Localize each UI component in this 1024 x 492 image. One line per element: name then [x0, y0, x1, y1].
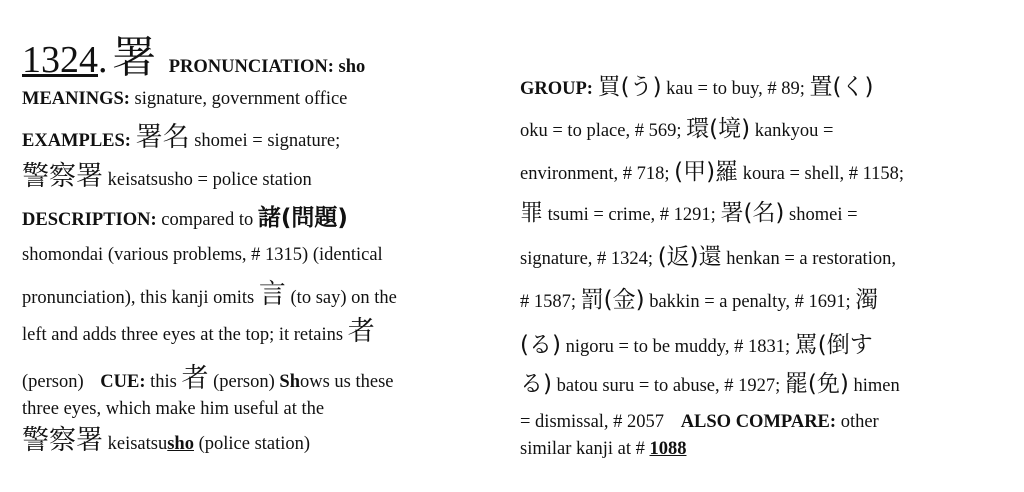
description-line-4: left and adds three eyes at the top; it retains 者	[22, 316, 375, 347]
cue-line-1: (person) CUE: this 者 (person) Shows us these	[22, 363, 394, 394]
group-line-2: oku = to place, # 569; 環(境) kankyou =	[520, 116, 834, 142]
cue-line-3: 警察署 keisatsusho (police station)	[22, 425, 311, 456]
description-line-1: DESCRIPTION: compared to 諸(問題)	[22, 205, 348, 231]
group-line-4: 罪 tsumi = crime, # 1291; 署(名) shomei =	[520, 200, 858, 226]
group-label: GROUP:	[520, 79, 593, 99]
group-line-8: る) batou suru = to abuse, # 1927; 罷(免) himen	[520, 371, 900, 397]
group-line-3: environment, # 718; (甲)羅 koura = shell, # 1158;	[520, 159, 905, 185]
group-line-1: GROUP: 買(う) kau = to buy, # 89; 置(く)	[520, 74, 874, 100]
example-1-text: shomei = signature;	[194, 131, 341, 151]
description-label: DESCRIPTION:	[22, 210, 157, 230]
pronunciation-value: sho	[338, 57, 366, 77]
cue-label: CUE:	[100, 372, 146, 392]
also-compare-label: ALSO COMPARE:	[680, 412, 837, 432]
group-line-6: # 1587; 罰(金) bakkin = a penalty, # 1691; 濁	[520, 287, 879, 313]
group-line-5: signature, # 1324; (返)還 henkan = a restoration,	[520, 244, 896, 270]
cue-line-2: three eyes, which make him useful at the	[22, 399, 325, 419]
description-line-2: shomondai (various problems, # 1315) (identical	[22, 245, 383, 265]
meanings-label: MEANINGS:	[22, 89, 130, 109]
description-kanji-3: 者	[347, 316, 375, 347]
group-line-9: = dismissal, # 2057 ALSO COMPARE: other	[520, 412, 879, 432]
also-compare-line: similar kanji at # 1088	[520, 439, 687, 459]
pronunciation-label: PRONUNCIATION:	[168, 57, 334, 77]
description-kanji-2: 言	[258, 279, 286, 310]
cue-emphasis-sho: sho	[167, 434, 194, 454]
meanings-line	[22, 90, 347, 109]
example-2-kanji: 警察署	[22, 161, 103, 192]
cue-kanji-2: 警察署	[22, 425, 103, 456]
description-line-3: pronunciation), this kanji omits 言 (to say) on the	[22, 279, 397, 310]
examples-label: EXAMPLES:	[22, 131, 131, 151]
cue-kanji-1: 者	[181, 363, 209, 394]
example-1-kanji: 署名	[135, 122, 190, 153]
group-line-7: (る) nigoru = to be muddy, # 1831; 罵(倒す	[520, 332, 873, 358]
examples-line-2	[22, 163, 312, 190]
description-kanji-1: 諸(問題)	[257, 205, 348, 231]
examples-line-1	[22, 124, 340, 151]
also-compare-ref: 1088	[649, 439, 687, 459]
meanings-text: signature, government office	[134, 89, 348, 109]
entry-number: 1324	[22, 39, 98, 81]
entry-header: 1324. 署 PRONUNCIATION: sho	[22, 32, 366, 83]
entry-kanji: 署	[112, 32, 157, 83]
example-2-text: keisatsusho = police station	[107, 170, 312, 190]
